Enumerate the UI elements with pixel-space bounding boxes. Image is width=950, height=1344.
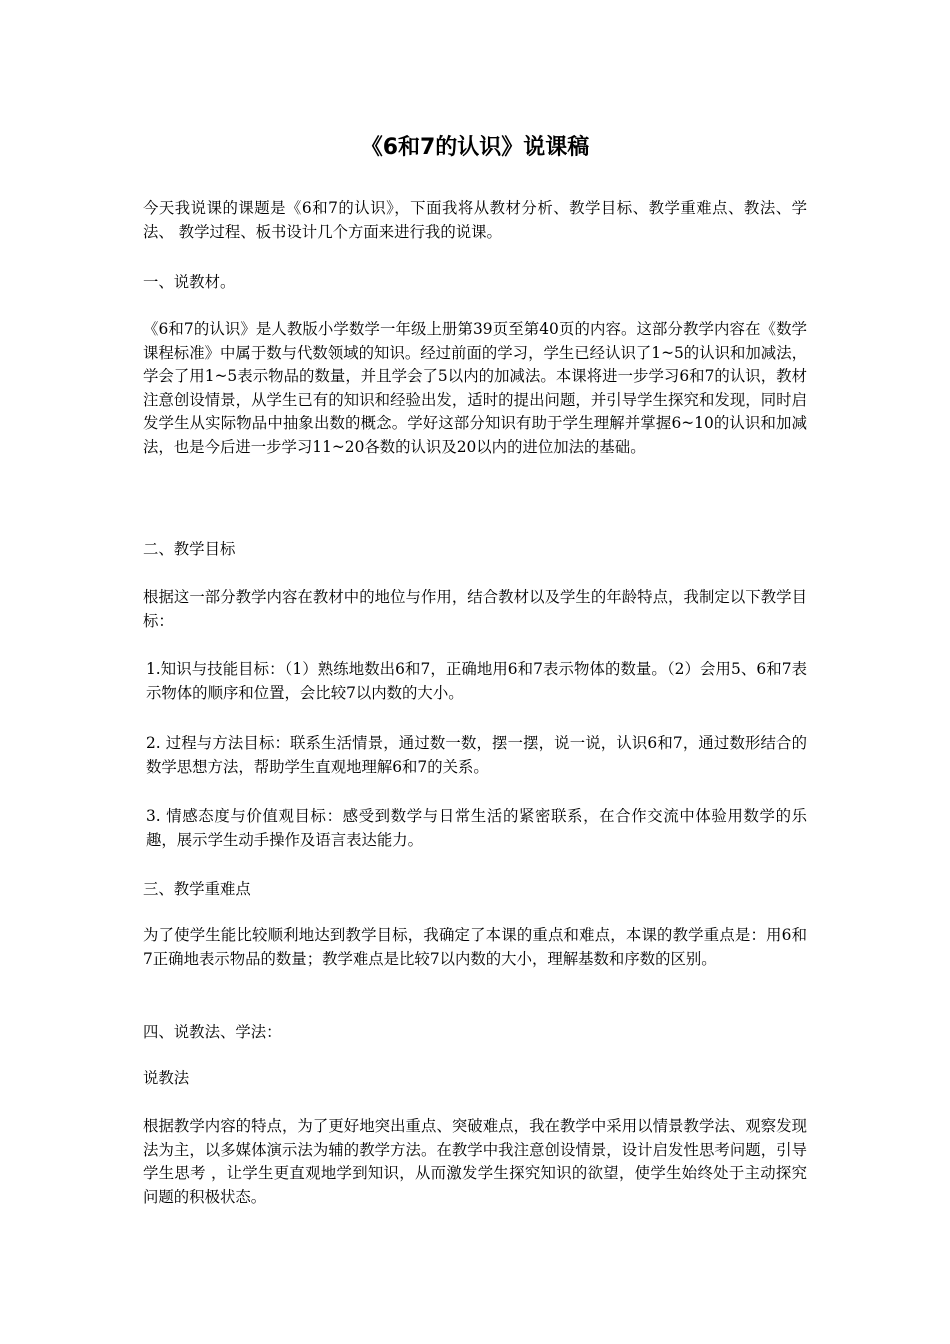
- section1-heading: 一、说教材。: [143, 273, 236, 291]
- goal-3: 3. 情感态度与价值观目标：感受到数学与日常生活的紧密联系，在合作交流中体验用数学的乐趣，展示学生动手操作及语言表达能力。: [146, 807, 807, 849]
- goal-1: 1.知识与技能目标：（1）熟练地数出6和7，正确地用6和7表示物体的数量。（2）会用5、6和7表示物体的顺序和位置，会比较7以内数的大小。: [146, 660, 807, 702]
- section4-heading: 四、说教法、学法：: [143, 1023, 282, 1041]
- section3-body: 为了使学生能比较顺利地达到教学目标，我确定了本课的重点和难点，本课的教学重点是：用6和7正确地表示物品的数量；教学难点是比较7以内数的大小，理解基数和序数的区别。: [143, 926, 807, 968]
- section2-body: 根据这一部分教学内容在教材中的地位与作用，结合教材以及学生的年龄特点，我制定以下教学目标：: [143, 588, 807, 630]
- section2-heading: 二、教学目标: [143, 540, 236, 558]
- intro-paragraph: 今天我说课的课题是《6和7的认识》，下面我将从教材分析、教学目标、教学重难点、教法、学法、 教学过程、板书设计几个方面来进行我的说课。: [143, 199, 807, 241]
- section3-heading: 三、教学重难点: [143, 880, 251, 898]
- section1-body: 《6和7的认识》是人教版小学数学一年级上册第39页至第40页的内容。这部分教学内容在《数学课程标准》中属于数与代数领域的知识。经过前面的学习，学生已经认识了1~5的认识和加减法，学会了用1~5表示物品的数量，并且学会了5以内的加减法。本课将进一步学习6和7的认识，教材注意创设情景，从学生已有的知识和经验出发，适时的提出问题，并引导学生探究和发现，同时启发学生从实际物品中抽象出数的概念。学好这部分知识有助于学生理解并掌握6~10的认识和加减法，也是今后进一步学习11~20各数的认识及20以内的进位加法的基础。: [143, 320, 807, 456]
- goal-2: 2. 过程与方法目标：联系生活情景，通过数一数，摆一摆，说一说，认识6和7，通过数形结合的数学思想方法，帮助学生直观地理解6和7的关系。: [146, 734, 807, 776]
- section4-body: 根据教学内容的特点，为了更好地突出重点、突破难点，我在教学中采用以情景教学法、观察发现法为主，以多媒体演示法为辅的教学方法。在教学中我注意创设情景，设计启发性思考问题，引导学生思考 ，让学生更直观地学到知识，从而激发学生探究知识的欲望，使学生始终处于主动探究问题的积极状态。: [143, 1117, 807, 1206]
- section4-subheading: 说教法: [143, 1069, 190, 1087]
- document-title: 《6和7的认识》说课稿: [360, 135, 590, 160]
